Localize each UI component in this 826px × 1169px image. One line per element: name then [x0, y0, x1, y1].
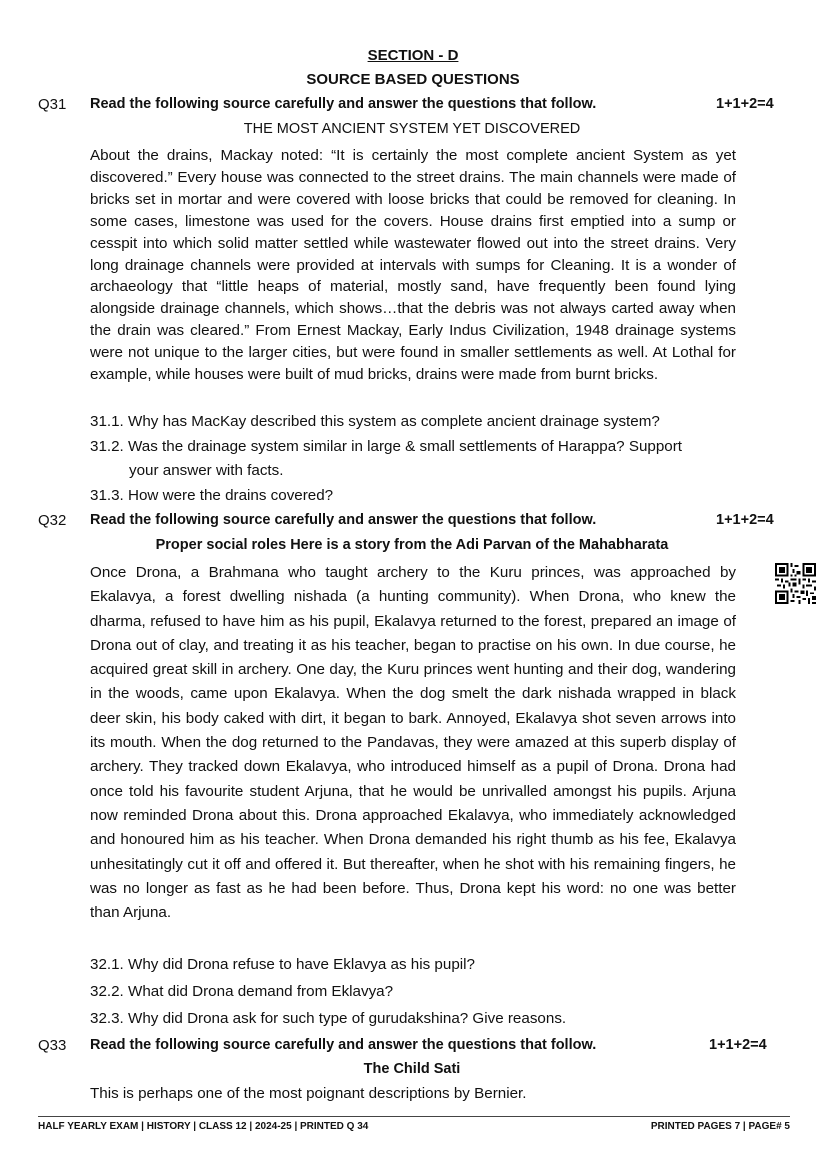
q31-instruction: Read the following source carefully and answer the questions that follow. [90, 96, 597, 112]
q33-source-title: The Child Sati [363, 1061, 461, 1077]
q32-subquestion-1: 32.1. Why did Drona refuse to have Eklavya as his pupil? [90, 956, 475, 973]
section-subtitle: SOURCE BASED QUESTIONS [306, 71, 520, 88]
footer-divider [38, 1116, 790, 1117]
footer-exam-info: HALF YEARLY EXAM | HISTORY | CLASS 12 | 2024-25 | PRINTED Q 34 [38, 1121, 369, 1132]
q32-instruction: Read the following source carefully and answer the questions that follow. [90, 512, 597, 528]
q31-subquestion-1: 31.1. Why has MacKay described this system as complete ancient drainage system? [90, 413, 660, 430]
q32-number: Q32 [38, 512, 67, 529]
q31-passage: About the drains, Mackay noted: “It is certainly the most complete ancient System as yet discovered.” Every house was connected to the street drains. The main channels were made of bricks set in mortar and were covered with loose bricks that could be removed for cleaning. In some cases, limestone was used for the covers. House drains first emptied into a sump or cesspit into which solid matter settled while wastewater flowed out into the street drains. Very long drainage channels were provided at intervals with sumps for Cleaning. It is a wonder of archaeology that “little heaps of material, mostly sand, have frequently been found lying alongside drainage channels, which shows…that the debris was not always carted away when the drain was cleared.” From Ernest Mackay, Early Indus Civilization, 1948 drainage systems were not unique to the larger cities, but were found in smaller settlements as well. At Lothal for example, while houses were built of mud bricks, drains were made from burnt bricks. [90, 147, 736, 384]
q32-source-title: Proper social roles Here is a story from the Adi Parvan of the Mahabharata [155, 537, 669, 553]
q32-passage: Once Drona, a Brahmana who taught archery to the Kuru princes, was approached by Ekalavya, a forest dwelling nishada (a hunting community). When Drona, who knew the dharma, refused to have him as his pupil, Ekalavya returned to the forest, prepared an image of Drona out of clay, and treating it as his teacher, began to practise on his own. In due course, he acquired great skill in archery. One day, the Kuru princes went hunting and their dog, wandering in the woods, came upon Ekalavya. When the dog smelt the dark nishada wrapped in black deer skin, his body caked with dirt, it began to bark. Annoyed, Ekalavya shot seven arrows into its mouth. When the dog returned to the Pandavas, they were amazed at this superb display of archery. They tracked down Ekalavya, who introduced himself as a pupil of Drona. Drona had once told his favourite student Arjuna, that he would be unrivalled amongst his pupils. Arjuna now reminded Drona about this. Drona approached Ekalavya, who immediately acknowledged and honoured him as his teacher. When Drona demanded his right thumb as his fee, Ekalavya unhesitatingly cut it off and offered it. But thereafter, when he shot with his remaining fingers, he was no longer as fast as he had been before. Thus, Drona kept his word: no one was better than Arjuna. [90, 564, 736, 922]
q32-marks: 1+1+2=4 [716, 512, 774, 528]
footer-page-info: PRINTED PAGES 7 | PAGE# 5 [650, 1121, 790, 1132]
q31-number: Q31 [38, 96, 67, 113]
q33-instruction: Read the following source carefully and answer the questions that follow. [90, 1037, 597, 1053]
q31-subquestion-2: 31.2. Was the drainage system similar in large & small settlements of Harappa? Support [90, 438, 683, 455]
section-title: SECTION - D [367, 47, 459, 64]
q31-subquestion-3: 31.3. How were the drains covered? [90, 487, 334, 504]
q31-subquestion-2-continued: your answer with facts. [129, 462, 284, 479]
q31-source-title: THE MOST ANCIENT SYSTEM YET DISCOVERED [243, 121, 581, 137]
qr-code-icon [775, 563, 816, 604]
q33-intro: This is perhaps one of the most poignant descriptions by Bernier. [90, 1085, 527, 1102]
q32-subquestion-2: 32.2. What did Drona demand from Eklavya? [90, 983, 394, 1000]
q31-marks: 1+1+2=4 [716, 96, 774, 112]
q33-number: Q33 [38, 1037, 67, 1054]
q32-subquestion-3: 32.3. Why did Drona ask for such type of gurudakshina? Give reasons. [90, 1010, 567, 1027]
q33-marks: 1+1+2=4 [709, 1037, 767, 1053]
